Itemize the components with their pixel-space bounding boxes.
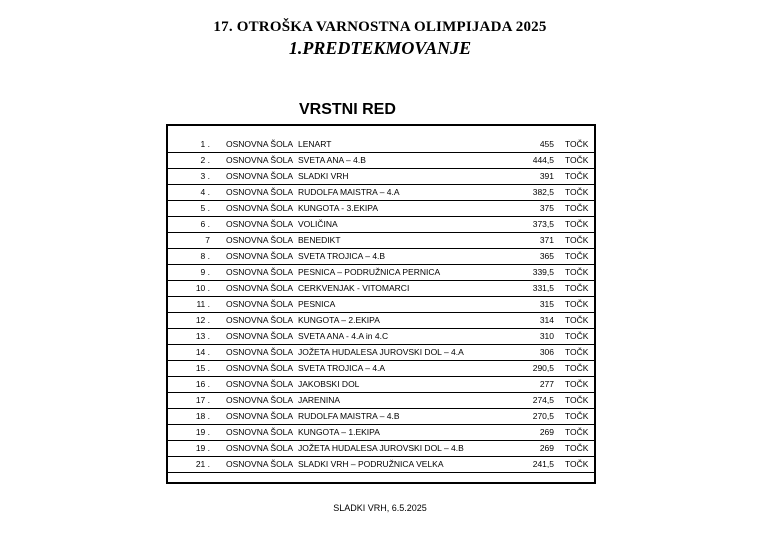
school-name-cell: JOŽETA HUDALESA JUROVSKI DOL – 4.B [298,443,464,453]
school-name-cell: KUNGOTA – 2.EKIPA [298,315,380,325]
school-name-cell: RUDOLFA MAISTRA – 4.A [298,187,400,197]
table-row [168,297,594,313]
school-name-cell: LENART [298,139,332,149]
table-row [168,377,594,393]
school-type-cell: OSNOVNA ŠOLA [226,235,294,245]
points-unit-cell: TOČK [565,299,589,309]
table-row [168,425,594,441]
results-rows [168,137,594,473]
rank-cell: 16 . [195,379,210,389]
points-unit-cell: TOČK [565,427,589,437]
rank-cell: 9 . [200,267,210,277]
points-cell: 444,5 [532,155,554,165]
school-name-cell: PESNICA [298,299,336,309]
points-unit-cell: TOČK [565,331,589,341]
rank-cell: 13 . [195,331,210,341]
school-name-cell: KUNGOTA - 3.EKIPA [298,203,378,213]
points-unit-cell: TOČK [565,235,589,245]
school-type-cell: OSNOVNA ŠOLA [226,443,294,453]
points-cell: 365 [539,251,554,261]
school-name-cell: BENEDIKT [298,235,341,245]
points-cell: 241,5 [532,459,554,469]
table-row [168,265,594,281]
points-unit-cell: TOČK [565,443,589,453]
points-unit-cell: TOČK [565,347,589,357]
rank-cell: 1 . [200,139,210,149]
rank-cell: 8 . [200,251,210,261]
rank-cell: 19 . [195,427,210,437]
table-row [168,345,594,361]
table-row [168,313,594,329]
school-name-cell: SLADKI VRH – PODRUŽNICA VELKA [298,459,444,469]
points-cell: 382,5 [532,187,554,197]
points-unit-cell: TOČK [565,379,589,389]
school-name-cell: SVETA TROJICA – 4.B [298,251,386,261]
table-row [168,441,594,457]
school-type-cell: OSNOVNA ŠOLA [226,283,294,293]
points-cell: 306 [539,347,554,357]
rank-cell: 18 . [195,411,210,421]
school-type-cell: OSNOVNA ŠOLA [226,267,294,277]
school-name-cell: SVETA ANA - 4.A in 4.C [298,331,389,341]
school-name-cell: CERKVENJAK - VITOMARCI [298,283,410,293]
table-row [168,137,594,153]
points-cell: 391 [539,171,554,181]
points-cell: 269 [539,443,554,453]
points-unit-cell: TOČK [565,155,589,165]
results-table [166,124,596,484]
points-unit-cell: TOČK [565,283,589,293]
points-cell: 314 [539,315,554,325]
rank-cell: 2 . [200,155,210,165]
points-cell: 373,5 [532,219,554,229]
table-row [168,233,594,249]
school-type-cell: OSNOVNA ŠOLA [226,219,294,229]
rank-cell: 10 . [195,283,210,293]
table-row [168,409,594,425]
school-name-cell: JOŽETA HUDALESA JUROVSKI DOL – 4.A [298,347,464,357]
points-unit-cell: TOČK [565,171,589,181]
rank-cell: 4 . [200,187,210,197]
rank-cell: 15 . [195,363,210,373]
school-name-cell: SLADKI VRH [298,171,349,181]
points-unit-cell: TOČK [565,459,589,469]
school-name-cell: PESNICA – PODRUŽNICA PERNICA [298,267,441,277]
points-cell: 274,5 [532,395,554,405]
points-unit-cell: TOČK [565,363,589,373]
table-row [168,281,594,297]
table-row [168,361,594,377]
school-type-cell: OSNOVNA ŠOLA [226,315,294,325]
rank-cell: 17 . [195,395,210,405]
school-type-cell: OSNOVNA ŠOLA [226,363,294,373]
points-unit-cell: TOČK [565,219,589,229]
rank-cell: 19 . [195,443,210,453]
rank-cell: 14 . [195,347,210,357]
document-title: 17. OTROŠKA VARNOSTNA OLIMPIJADA 2025 [213,19,547,35]
school-type-cell: OSNOVNA ŠOLA [226,331,294,341]
table-row [168,329,594,345]
rank-cell: 5 . [200,203,210,213]
school-name-cell: JARENINA [298,395,341,405]
table-row [168,457,594,473]
school-type-cell: OSNOVNA ŠOLA [226,155,294,165]
school-name-cell: KUNGOTA – 1.EKIPA [298,427,380,437]
rank-cell: 6 . [200,219,210,229]
school-name-cell: SVETA TROJICA – 4.A [298,363,386,373]
school-type-cell: OSNOVNA ŠOLA [226,411,294,421]
rank-cell: 3 . [200,171,210,181]
school-type-cell: OSNOVNA ŠOLA [226,187,294,197]
school-name-cell: SVETA ANA – 4.B [298,155,366,165]
points-cell: 270,5 [532,411,554,421]
points-cell: 375 [539,203,554,213]
points-unit-cell: TOČK [565,395,589,405]
points-unit-cell: TOČK [565,251,589,261]
school-name-cell: RUDOLFA MAISTRA – 4.B [298,411,400,421]
rank-cell: 11 . [196,299,210,309]
place-date: SLADKI VRH, 6.5.2025 [333,503,427,513]
school-type-cell: OSNOVNA ŠOLA [226,171,294,181]
rank-cell: 12 . [195,315,210,325]
points-cell: 310 [539,331,554,341]
table-row [168,201,594,217]
school-type-cell: OSNOVNA ŠOLA [226,459,294,469]
school-type-cell: OSNOVNA ŠOLA [226,427,294,437]
points-cell: 269 [539,427,554,437]
points-cell: 331,5 [532,283,554,293]
school-name-cell: VOLIČINA [298,219,338,229]
document-subtitle: 1.PREDTEKMOVANJE [288,38,472,58]
table-row [168,185,594,201]
points-unit-cell: TOČK [565,203,589,213]
school-name-cell: JAKOBSKI DOL [298,379,360,389]
points-cell: 339,5 [532,267,554,277]
points-cell: 371 [539,235,554,245]
points-cell: 277 [539,379,554,389]
section-heading: VRSTNI RED [299,101,396,118]
points-cell: 290,5 [532,363,554,373]
school-type-cell: OSNOVNA ŠOLA [226,203,294,213]
school-type-cell: OSNOVNA ŠOLA [226,299,294,309]
table-row [168,217,594,233]
table-row [168,393,594,409]
school-type-cell: OSNOVNA ŠOLA [226,347,294,357]
table-row [168,249,594,265]
school-type-cell: OSNOVNA ŠOLA [226,251,294,261]
school-type-cell: OSNOVNA ŠOLA [226,379,294,389]
points-unit-cell: TOČK [565,315,589,325]
rank-cell: 7 [205,235,210,245]
rank-cell: 21 . [195,459,210,469]
points-unit-cell: TOČK [565,267,589,277]
points-unit-cell: TOČK [565,139,589,149]
points-unit-cell: TOČK [565,187,589,197]
points-cell: 315 [539,299,554,309]
points-cell: 455 [539,139,554,149]
school-type-cell: OSNOVNA ŠOLA [226,139,294,149]
school-type-cell: OSNOVNA ŠOLA [226,395,294,405]
points-unit-cell: TOČK [565,411,589,421]
table-row [168,153,594,169]
table-row [168,169,594,185]
